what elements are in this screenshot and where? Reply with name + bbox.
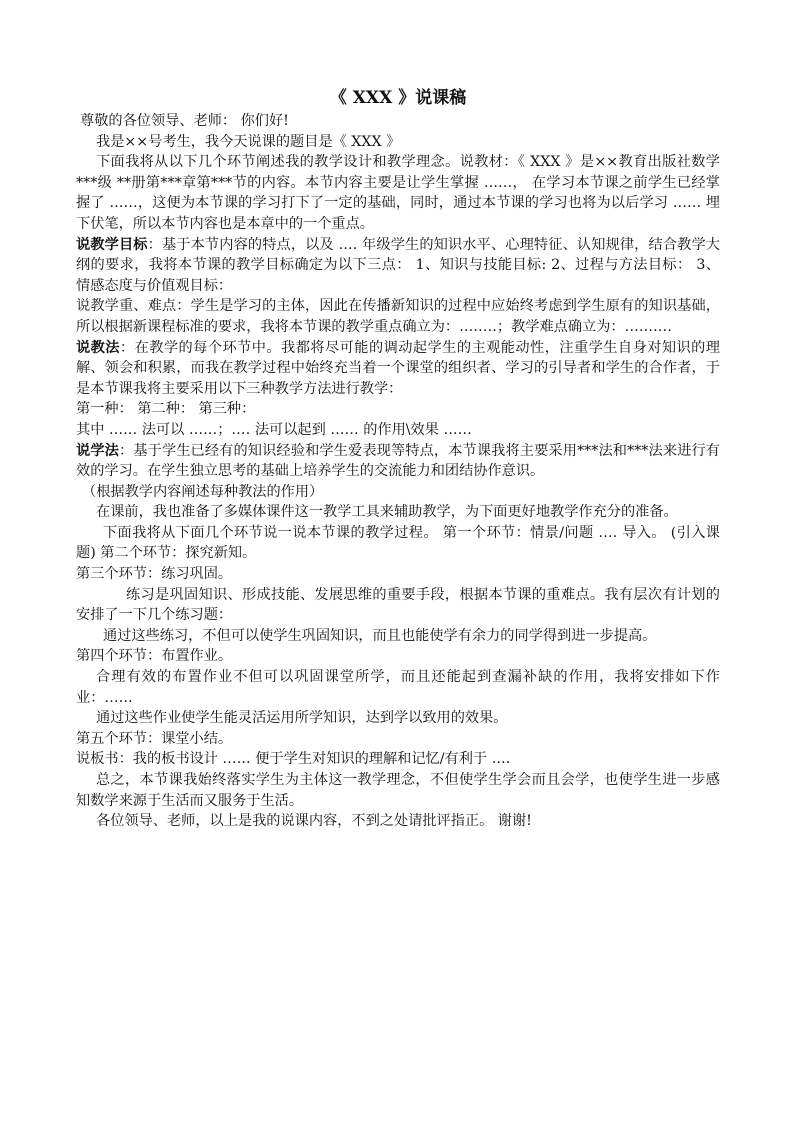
goals-paragraph: [76, 235, 720, 297]
step4-text: 合理有效的布置作业不但可以巩固课堂所学，而且还能起到查漏补缺的作用，我将安排如下作业：‥‥‥: [76, 669, 720, 706]
study-label: 说学法: [76, 442, 119, 459]
study-text: ：基于学生已经有的知识经验和学生爱表现等特点，本节课我将主要采用***法和***法来进行有效的学习。在学生独立思考的基础上培养学生的交流能力和团结协作意识。: [76, 442, 720, 480]
focus-paragraph: 说教学重、难点：学生是学习的主体，因此在传播新知识的过程中应始终考虑到学生原有的知识基础，所以根据新课程标准的要求，我将本节课的教学重点确立为：‥‥‥‥；教学难点确立为：‥‥‥‥‥: [76, 298, 720, 335]
study-note: （根据教学内容阐述每种教法的作用）: [82, 483, 324, 500]
goals-label: 说教学目标: [76, 236, 148, 253]
document-title: 《 XXX 》说课稿: [329, 88, 467, 108]
process-paragraph: 下面我将从下面几个环节说一说本节课的教学过程。 第一个环节：情景/问题 ‥‥ 导入。 (引入课题) 第二个环节：探究新知。: [76, 524, 720, 562]
media-paragraph: 在课前，我也准备了多媒体课件这一教学工具来辅助教学，为下面更好地教学作充分的准备。: [96, 504, 678, 521]
method-effect: 其中 ‥‥‥ 法可以 ‥‥‥；‥‥ 法可以起到 ‥‥‥ 的作用\效果 ‥‥‥: [76, 421, 472, 438]
step3-text: 练习是巩固知识、形成技能、发展思维的重要手段，根据本节课的重难点。我有层次有计划的安排了一下几个练习题：: [76, 586, 720, 624]
method-label: 说教法: [76, 339, 120, 356]
study-paragraph: [76, 441, 720, 482]
closing-paragraph: 各位领导、老师，以上是我的说课内容，不到之处请批评指正。 谢谢!: [96, 813, 532, 830]
step3-result: 通过这些练习，不但可以使学生巩固知识，而且也能使学有余力的同学得到进一步提高。: [103, 627, 657, 644]
board-paragraph: 说板书：我的板书设计 ‥‥‥ 便于学生对知识的理解和记忆/有利于 ‥‥: [76, 751, 511, 768]
goals-text: ：基于本节内容的特点，以及 ‥‥ 年级学生的知识水平、心理特征、认知规律，结合教学大纲的要求，我将本节课的教学目标确定为以下三点： 1、知识与技能目标: 2、过程与方法目标： 3、 情感态度与价值观目标：: [76, 236, 720, 294]
step4-result: 通过这些作业使学生能灵活运用所学知识，达到学以致用的效果。: [96, 710, 508, 727]
method-paragraph: [76, 338, 720, 400]
step4-heading: 第四个环节：布置作业。: [76, 648, 233, 665]
document-page: [76, 86, 720, 832]
step5-heading: 第五个环节：课堂小结。: [76, 730, 233, 747]
step3-heading: 第三个环节：练习巩固。: [76, 566, 233, 583]
method-list: 第一种： 第二种： 第三种：: [76, 401, 256, 418]
method-text: ：在教学的每个环节中。我都将尽可能的调动起学生的主观能动性，注重学生自身对知识的理解、领会和积累，而我在教学过程中始终充当着一个课堂的组织者、学习的引导者和学生的合作者，于是本节课我将主要采用以下三种教学方法进行教学：: [76, 339, 720, 397]
summary-paragraph: 总之，本节课我始终落实学生为主体这一教学理念，不但使学生学会而且会学，也使学生进一步感知数学来源于生活而又服务于生活。: [76, 772, 720, 809]
greeting: 尊敬的各位领导、老师： 你们好!: [80, 113, 289, 129]
intro-paragraph: 我是××号考生，我今天说课的题目是《 XXX 》: [96, 133, 401, 150]
textbook-paragraph: 下面我将从以下几个环节阐述我的教学设计和教学理念。说教材：《 XXX 》是××教育出版社数学 ***级 **册第***章第***节的内容。本节内容主要是让学生掌握 ‥‥‥， 在学习本节课之前学生已经掌握了 ‥‥‥，这便为本节课的学习打下了一定的基础，同时，通过本节课的学习也将为以后学习 ‥‥‥ 埋下伏笔，所以本节内容也是本章中的一个重点。: [76, 154, 720, 232]
